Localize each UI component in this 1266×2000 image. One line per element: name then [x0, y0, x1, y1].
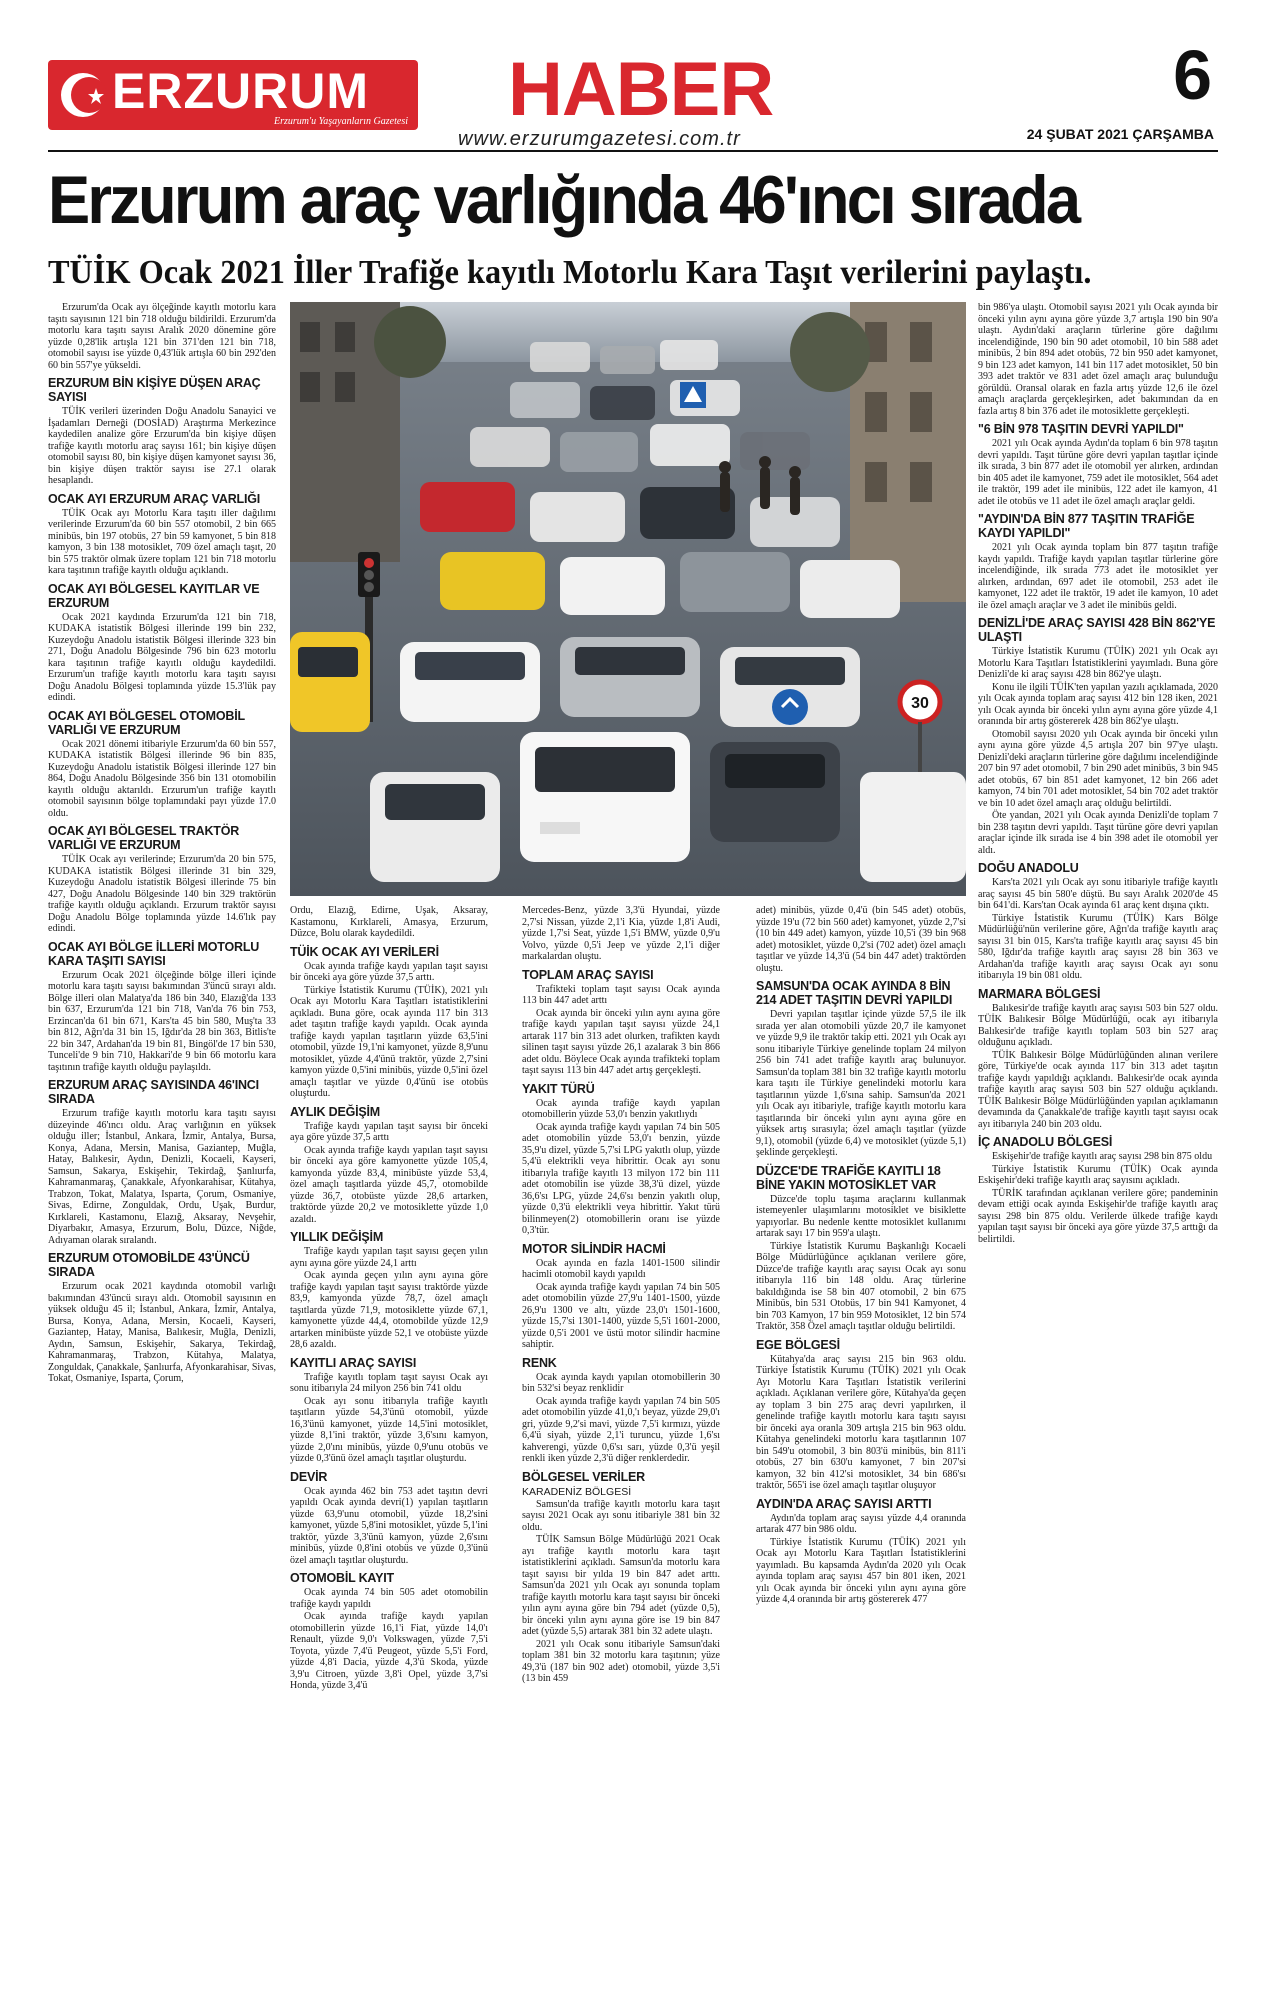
section-heading: MARMARA BÖLGESİ [978, 986, 1101, 1001]
paragraph: Ocak ayında trafiğe kaydı yapılan taşıt sayısı bir önceki aya göre yüzde 37,5 arttı. [290, 960, 488, 983]
paragraph: Ocak ayında trafiğe kaydı yapılan 74 bin 505 adet otomobilin yüzde 41,0,'ı beyaz, yüzde 29,0'ı gri, yüzde 9,2'si mavi, yüzde 7,5'i kırmızı, yüzde 6,4'ü siyah, yüzde 2,1'i turuncu, yüzde 1,6'sı kahverengi, yüzde 0,6'sı sarı, yüzde 0,3'ü yeşil renkli iken yüzde 2,3'ü diğer renklerdedir. [522, 1395, 720, 1464]
traffic-jam-image [290, 302, 966, 896]
section-heading: ERZURUM BİN KİŞİYE DÜŞEN ARAÇ SAYISI [48, 376, 261, 404]
section-heading: OCAK AYI ERZURUM ARAÇ VARLIĞI [48, 491, 261, 506]
paragraph: Kars'ta 2021 yılı Ocak ayı sonu itibariyle trafiğe kayıtlı araç sayısı 45 bin 580'e düştü. Bu sayı Aralık 2020'de 45 bin 641'di. Kars'tan Ocak ayında 61 araç kent dışına çıktı. [978, 877, 1218, 911]
section-heading: DEVİR [290, 1469, 328, 1484]
paragraph: Ocak ayında trafiğe kaydı yapılan otomobillerin yüzde 16,1'i Fiat, yüzde 14,0'ı Renault, yüzde 9,0'ı Volkswagen, yüzde 7,5'i Toyota, yüzde 7,4'ü Peugeot, yüzde 5,5'i Ford, yüzde 4,8'i Dacia, yüzde 4,3'ü Skoda, yüzde 3,9'u Citroen, yüzde 3,8'i Opel, yüzde 3,7'si Honda, yüzde 3,4'ü [290, 1611, 488, 1691]
paragraph: Ordu, Elazığ, Edirne, Uşak, Aksaray, Kastamonu, Kırklareli, Amasya, Erzurum, Düzce, Bolu olarak kaydedildi. [290, 905, 488, 939]
paragraph: Ocak ayında geçen yılın aynı ayına göre trafiğe kaydı yapılan taşıt sayısı traktörde yüzde 83,9, kamyonda yüzde 78,7, özel amaçlı taşıtlarda yüzde 71,9, motosiklette yüzde 67,1, kamyonette yüzde 44,4, otomobilde yüzde 12,9 artarken minibüste yüzde 52,1 ve otobüste yüzde 28,6 azaldı. [290, 1270, 488, 1350]
paragraph: Türkiye İstatistik Kurumu Başkanlığı Kocaeli Bölge Müdürlüğünce açıklanan verilere göre, Düzce'de trafiğe kayıtlı araç sayısı Ocak ayı sonu itibarıyla 116 bin 148 oldu. Araç türlerine bakıldığında ise 58 bin 407 otomobil, 2 bin 675 Minibüs, bin 531 Otobüs, 17 bin 941 Kamyonet, 4 bin 703 Kamyon, 17 bin 959 Motosiklet, 12 bin 574 Traktör, 358 Özel amaçlı taşıtlar olduğu belirtildi. [756, 1240, 966, 1332]
section-heading: ERZURUM ARAÇ SAYISINDA 46'INCI SIRADA [48, 1078, 259, 1106]
section-heading: OCAK AYI BÖLGESEL KAYITLAR VE ERZURUM [48, 581, 260, 610]
paragraph: 2021 yılı Ocak ayında toplam bin 877 taşıtın trafiğe kaydı yapıldı. Trafiğe kaydı yapılan taşıtlar türlerine göre incelendiğinde, ilk sırada 773 adet ile motosiklet yer alırken, ardından, 697 adet ile otomobil, 253 adet ile kamyonet, 122 adet ile traktör, 19 adet ile kamyon, 10 adet ile özel amaçlı araçlar ve 3 adet ile minibüs geldi. [978, 542, 1218, 611]
headline: Erzurum araç varlığında 46'ıncı sırada [48, 162, 1079, 238]
paragraph: Erzurum trafiğe kayıtlı motorlu kara taşıtı sayısı düzeyinde 46'ıncı oldu. Araç varlığının en yüksek olduğu iller; İstanbul, Ankara, İzmir, Antalya, Bursa, Konya, Adana, Mersin, Manisa, Gaziantep, Muğla, Hatay, Balıkesir, Aydın, Denizli, Kocaeli, Kayseri, Samsun, Sakarya, Eskişehir, Tekirdağ, Şanlıurfa, Kahramanmaraş, Çanakkale, Afyonkarahisar, Kütahya, Trabzon, Tokat, Malatya, Isparta, Çorum, Osmaniye, Sivas, Edirne, Zonguldak, Ordu, Uşak, Burdur, Kırklareli, Kastamonu, Elazığ, Aksaray, Nevşehir, Diyarbakır, Amasya, Erzurum, Bolu, Düzce, Niğde, Adıyaman olarak sıralandı. [48, 1108, 276, 1246]
paragraph: Düzce'de toplu taşıma araçlarını kullanmak istemeyenler ulaşımlarını motosiklet ve bisiklette yapıyorlar. Bu nedenle kentte motosiklet kullanımı artarak sayı 17 bin 959'a ulaştı. [756, 1193, 966, 1239]
paragraph: Ocak ayında en fazla 1401-1500 silindir hacimli otomobil kaydı yapıldı [522, 1257, 720, 1280]
article-column-2 [290, 905, 488, 1980]
paragraph: Erzurum Ocak 2021 ölçeğinde bölge illeri içinde motorlu kara taşıtı sayısı bakımından 3'üncü sırayı aldı. Bölge illeri olan Malatya'da 186 bin 340, Elazığ'da 133 bin 637, Erzurum'da 121 bin 718, Van'da 76 bin 753, Erzincan'da 61 bin 671, Kars'ta 45 bin 580, Muş'ta 33 bin 812, Ağrı'da 31 bin 15, Iğdır'da 28 bin 363, Bitlis'te 22 bin 347, Ardahan'da 19 bin 81, Bingöl'de 17 bin 530, Tunceli'de 9 bin 710, Hakkari'de 9 bin 66 motorlu kara taşıtının trafiğe kayıtlı olduğu paylaşıldı. [48, 969, 276, 1073]
section-heading: "6 BİN 978 TAŞITIN DEVRİ YAPILDI" [978, 422, 1184, 436]
section-heading: AYLIK DEĞİŞİM [290, 1104, 381, 1119]
paragraph: bin 986'ya ulaştı. Otomobil sayısı 2021 yılı Ocak ayında bir önceki yılın aynı ayına göre yüzde 3,7 artışla 190 bin 90'a ulaştı. Aydın'daki araçların türlerine göre dağılımı incelendiğinde, 190 bin 90 adet otomobil, 10 bin 588 adet minibüs, 2 bin 894 adet otobüs, 72 bin 950 adet kamyonet, 9 bin 123 adet kamyon, 141 bin 117 adet motosiklet, 50 bin 393 adet traktör ve 831 adet özel amaçlı araç bulunduğu görüldü. Oransal olarak en fazla artış yüzde 12,6 ile özel amaçlı araçlarda gerçekleşirken, adet bakımından da en fazla artış 8 bin 376 adet ile motosiklette gerçekleşti. [978, 302, 1218, 417]
paragraph: Mercedes-Benz, yüzde 3,3'ü Hyundai, yüzde 2,7'si Nissan, yüzde 2,1'i Kia, yüzde 1,8'i Audi, yüzde 1,7'si Seat, yüzde 1,5'i BMW, yüzde 0,9'u Volvo, yüzde 0,5'i Jeep ve yüzde 2,1'i diğer markalardan oluştu. [522, 905, 720, 962]
paragraph: Ocak ayında bir önceki yılın aynı ayına göre trafiğe kaydı yapılan taşıt sayısı yüzde 24,1 artarak 117 bin 313 adet olurken, trafikten kaydı silinen taşıt sayısı yüzde 26,1 azalarak 3 bin 866 adet oldu. Böylece Ocak ayında trafikteki toplam taşıt sayısı 113 bin 447 adet artış gerçekleşti. [522, 1007, 720, 1076]
paragraph: Samsun'da trafiğe kayıtlı motorlu kara taşıt sayısı 2021 Ocak ayı sonu itibariyle 381 bin 32 oldu. [522, 1498, 720, 1533]
paragraph: TÜİK verileri üzerinden Doğu Anadolu Sanayici ve İşadamları Derneği (DOSİAD) Araştırma Merkezince kaydedilen analize göre Erzurum'da bin kişiye düşen trafiğe kayıtlı motorlu araç sayısı 161; bin kişiye düşen otomobil sayısı 80, bin kişiye düşen kamyonet sayısı 36, bin kişiye düşen traktör sayısı ise 27.1 olarak hesaplandı. [48, 406, 276, 486]
paragraph: Ocak ayı sonu itibarıyla trafiğe kayıtlı taşıtların yüzde 54,3'ünü otomobil, yüzde 16,3'ünü kamyonet, yüzde 14,5'ini motosiklet, yüzde 8,1'ini traktör, yüzde 3,6'sını kamyon, yüzde 2,0'ını minibüs, yüzde 0,9'unu otobüs ve yüzde 0,3'ünü özel amaçlı taşıtlar oluşturdu. [290, 1395, 488, 1464]
paragraph: Ocak ayında 74 bin 505 adet otomobilin trafiğe kaydı yapıldı [290, 1587, 488, 1610]
paragraph: Öte yandan, 2021 yılı Ocak ayında Denizli'de toplam 7 bin 238 taşıtın devri yapıldı. Taşıt türüne göre devri yapılan araçlar içinde ilk sırada ise 4 bin 398 adet ile otomobil yer aldı. [978, 810, 1218, 856]
section-heading: OCAK AYI BÖLGE İLLERİ MOTORLU KARA TAŞITI SAYISI [48, 939, 260, 968]
subheadline: TÜİK Ocak 2021 İller Trafiğe kayıtlı Motorlu Kara Taşıt verilerini paylaştı. [48, 254, 1092, 291]
paragraph: Türkiye İstatistik Kurumu (TÜİK) Ocak ayında Eskişehir'deki trafiğe kayıtlı araç sayısını açıkladı. [978, 1163, 1218, 1186]
paragraph: Ocak ayında trafiğe kaydı yapılan taşıt sayısı bir önceki aya göre kamyonette yüzde 105,4, kamyonda yüzde 83,4, minibüste yüzde 53,4, özel amaçlı taşıtlarda yüzde 45,7, otomobilde yüzde 36,7, otobüste yüzde 28,6 artarken, traktörde yüzde 20,2 ve motosiklette yüzde 1,0 azaldı. [290, 1144, 488, 1225]
issue-date: 24 ŞUBAT 2021 ÇARŞAMBA [1026, 126, 1214, 142]
paragraph: Trafikteki toplam taşıt sayısı Ocak ayında 113 bin 447 adet arttı [522, 983, 720, 1006]
article-column-1 [48, 302, 276, 1982]
logo-wordmark: ERZURUM [112, 63, 369, 119]
paragraph: adet) minibüs, yüzde 0,4'ü (bin 545 adet) otobüs, yüzde 19'u (72 bin 560 adet) kamyonet, yüzde 2,7'si (10 bin 449 adet) kamyon, yüzde 10,5'i (39 bin 968 adet) motosiklet, yüzde 0,2'si (702 adet) özel amaçlı taşıtlar ve yüzde 14,3'ü (54 bin 447 adet) traktörden oluştu. [756, 905, 966, 974]
header-divider [48, 150, 1218, 152]
paragraph: Eskişehir'de trafiğe kayıtlı araç sayısı 298 bin 875 oldu [992, 1151, 1213, 1162]
section-heading: AYDIN'DA ARAÇ SAYISI ARTTI [756, 1496, 932, 1511]
section-heading: ERZURUM OTOMOBİLDE 43'ÜNCÜ SIRADA [48, 1251, 250, 1279]
paragraph: Trafiğe kaydı yapılan taşıt sayısı geçen yılın aynı ayına göre yüzde 24,1 arttı [290, 1246, 488, 1269]
paragraph: Devri yapılan taşıtlar içinde yüzde 57,5 ile ilk sırada yer alan otomobili yüzde 20,7 ile kamyonet ve yüzde 9,9 ile traktör takip etti. 2021 yılı Ocak ayı sonu itibariyle Türkiye genelinde toplam 24 milyon 256 bin 741 adet trafiğe kayıtlı araç bulunuyor. Samsun'da toplam 381 bin 32 trafiğe kayıtlı motorlu kara taşıtı ile Türkiye genelindeki motorlu kara taşıtlarının yüzde 1,6'sına sahip. Samsun'da 2021 yılı Ocak ayı itibariyle, trafiğe kayıtlı motorlu kara taşıtlarında bir önceki yılın aynı ayına göre en yüksek artış sırasıyla; özel amaçlı taşıtlar (yüzde 9,1), otomobil (yüzde 6,4) ve motosiklet (yüzde 5,1) şeklinde gerçekleşti. [756, 1009, 966, 1158]
paragraph: Otomobil sayısı 2020 yılı Ocak ayında bir önceki yılın aynı ayına göre yüzde 4,5 artışla 207 bin 97'ye ulaştı. Denizli'deki araçların türlerine göre dağılımı incelendiğinde 207 bin 97 adet otomobil, 7 bin 290 adet minibüs, 3 bin 945 adet otobüs, 67 bin 851 adet kamyonet, 12 bin 266 adet kamyon, 74 bin 701 adet motosiklet, 54 bin 702 adet traktör ve bin 10 adet özel amaçlı araç olduğu belirtildi. [978, 728, 1218, 809]
masthead [48, 36, 1218, 150]
lead-paragraph: Erzurum'da Ocak ayı ölçeğinde kayıtlı motorlu kara taşıtı sayısının 121 bin 718 olduğu bildirildi. Erzurum'da motorlu kara taşıtı sayısı Aralık 2020 dönemine göre yüzde 0,28'lik artışla 121 bin 371'den 121 bin 718, otomobil sayısı ise yüzde 0,43'lük artışla 60 bin 292'den 60 bin 557'ye yükseldi. [48, 302, 276, 371]
paragraph: TÜİK Samsun Bölge Müdürlüğü 2021 Ocak ayı trafiğe kayıtlı motorlu kara taşıt istatistiklerini açıkladı. Samsun'da motorlu kara taşıt sayısı bir yılda 19 bin 847 adet arttı. Samsun'da 2021 yılı Ocak ayı sonunda toplam trafiğe kayıtlı motorlu kara taşıt sayısı bir önceki yılın aynı ayına göre bin 794 adet (yüzde 0,5), bir önceki yılın aynı ayına göre ise 19 bin 847 adet (yüzde 5,5) artarak 381 bin 32 adete ulaştı. [522, 1534, 720, 1637]
section-heading: EGE BÖLGESİ [756, 1337, 840, 1352]
paragraph: Trafiğe kayıtlı toplam taşıt sayısı Ocak ayı sonu itibarıyla 24 milyon 256 bin 741 oldu [290, 1371, 488, 1394]
paragraph: Kütahya'da araç sayısı 215 bin 963 oldu. Türkiye İstatistik Kurumu (TÜİK) 2021 yılı Ocak Ayı Motorlu Kara Taşıtları İstatistik verilerini açıkladı. Açıklanan verilere göre, Kütahya'da geçen ay toplam 3 bin 275 araç devri yapılırken, il genelinde trafiğe kayıtlı motorlu kara taşıtı sayısı bir önceki aya oranla 309 artışla 215 bin 963 oldu. Kütahya genelindeki motorlu kara taşıtlarının 107 bin 549'u otomobil, 3 bin 803'ü minibüs, bin 811'i otobüs, 27 bin 630'u kamyonet, 7 bin 207'si kamyon, 32 bin 412'si motosiklet, 34 bin 686'sı traktör, 565'i ise özel amaçlı taşıtlar oluşuyor [756, 1353, 966, 1491]
site-url[interactable]: www.erzurumgazetesi.com.tr [458, 128, 741, 150]
section-heading: KAYITLI ARAÇ SAYISI [290, 1355, 417, 1370]
subsection-heading: KARADENİZ BÖLGESİ [522, 1485, 632, 1498]
paragraph: TÜİK Ocak ayı Motorlu Kara taşıtı iller dağılımı verilerinde Erzurum'da 60 bin 557 otomobil, 2 bin 665 minibüs, bin 197 otobüs, 27 bin 59 kamyonet, 5 bin 818 kamyon, 3 bin 138 motosiklet, 709 özel amaçlı taşıt, 20 bin 575 traktör olmak üzere toplam 121 bin 718 motorlu kara taşıtının trafiğe kayıtlı olduğu açıklandı. [48, 507, 276, 576]
paragraph: Ocak 2021 dönemi itibariyle Erzurum'da 60 bin 557, KUDAKA istatistik Bölgesi illerinde 96 bin 835, Kuzeydoğu Anadolu istatistik Bölgesi illerinde 127 bin 864, Doğu Anadolu Bölgesinde 356 bin 131 otomobilin kayıtlı olduğu aktarıldı. Erzurum'un trafiğe kayıtlı otomobil sayısının bölge toplamındaki payı yüzde 17.0 oldu. [48, 738, 276, 819]
section-heading: OTOMOBİL KAYIT [290, 1571, 394, 1585]
paragraph: Trafiğe kaydı yapılan taşıt sayısı bir önceki aya göre yüzde 37,5 arttı [290, 1120, 488, 1143]
paragraph: 2021 yılı Ocak sonu itibariyle Samsun'daki toplam 381 bin 32 motorlu kara taşıtının; yüze 49,3'ü (187 bin 902 adet) otomobil, yüzde 3,5'i (13 bin 459 [522, 1638, 720, 1684]
paragraph: TÜİK Balıkesir Bölge Müdürlüğünden alınan verilere göre, Türkiye'de ocak ayında 117 bin 313 adet taşıtın trafiğe kaydı yapıldığı açıklandı. Balıkesir'de ocak ayında trafiğe kayıtlı araç sayısı 503 bin 527 olduğu açıklandı. TÜİK Balıkesir Bölge Müdürlüğünden yapılan açıklamanın devamında da Çanakkale'de trafiğe kayıtlı taşıt sayısı ocak ayı itibarıyla 240 bin 203 oldu. [978, 1049, 1218, 1130]
article-column-4 [756, 905, 966, 1980]
paragraph: Türkiye İstatistik Kurumu (TÜİK) 2021 yılı Ocak ayı Motorlu Kara Taşıtları İstatistiklerini yayımladı. Buna göre Denizli'de ki araç sayısı 428 bin 862'ye ulaştı. [978, 646, 1218, 680]
paragraph: 2021 yılı Ocak ayında Aydın'da toplam 6 bin 978 taşıtın devri yapıldı. Taşıt türüne göre devri yapılan taşıtlar içinde ilk sırada, 3 bin 877 adet ile otomobil yer alırken, ardından bin 405 adet ile kamyonet, 759 adet ile motosiklet, 564 adet ile traktör, 199 adet ile minibüs, 122 adet ile kamyon, 41 adet ile otobüs ve 11 adet ile özel amaçlı araçlar geldi. [978, 438, 1218, 507]
section-heading: DENİZLİ'DE ARAÇ SAYISI 428 BİN 862'YE ULAŞTI [978, 616, 1216, 644]
section-heading: BÖLGESEL VERİLER [522, 1469, 645, 1484]
traffic-photo [290, 302, 966, 896]
section-heading: DÜZCE'DE TRAFİĞE KAYITLI 18 BİNE YAKIN MOTOSİKLET VAR [756, 1163, 941, 1192]
article-column-5 [978, 302, 1218, 1982]
paragraph: Aydın'da toplam araç sayısı yüzde 4,4 oranında artarak 477 bin 986 oldu. [756, 1512, 966, 1535]
section-heading: "AYDIN'DA BİN 877 TAŞITIN TRAFİĞE KAYDI YAPILDI" [978, 512, 1195, 540]
paragraph: Ocak ayında trafiğe kaydı yapılan 74 bin 505 adet otomobilin yüzde 27,9'u 1401-1500, yüzde 26,9'u 1300 ve altı, yüzde 23,0'ı 1501-1600, yüzde 15,7'si 1301-1400, yüzde 5,5'i 1601-2000, yüzde 0,5'i 2001 ve üstü motor silindir hacmine sahiptir. [522, 1281, 720, 1350]
paragraph: Ocak ayında trafiğe kaydı yapılan otomobillerin yüzde 53,0'ı benzin yakıtlıydı [522, 1097, 720, 1120]
paragraph: Ocak ayında trafiğe kaydı yapılan 74 bin 505 adet otomobilin yüzde 53,0'ı benzin, yüzde 35,9'u dizel, yüzde 5,7'si LPG yakıtlı olup, yüzde 5,4'ü elektrikli veya hibrittir. Ocak ayı sonu itibarıyla trafiğe kayıtlı 13 milyon 172 bin 111 adet otomobilin ise yüzde 38,3'ü dizel, yüzde 36,6'sı LPG, yüzde 24,6'sı benzin yakıtlı olup, yüzde 0,3'ü elektrikli veya hibrittir. Yakıt türü bilinmeyen(2) otomobillerin oranı ise yüzde 0,3'tür. [522, 1121, 720, 1236]
paragraph: Balıkesir'de trafiğe kayıtlı araç sayısı 503 bin 527 oldu. TÜİK Balıkesir Bölge Müdürlüğü, ocak ayı itibarıyla Balıkesir'de trafiğe kayıtlı toplam 503 bin 527 araç olduğunu açıkladı. [978, 1002, 1218, 1048]
paragraph: Ocak ayında 462 bin 753 adet taşıtın devri yapıldı Ocak ayında devri(1) yapılan taşıtların yüzde 63,9'unu otomobil, yüzde 18,2'sini kamyonet, yüzde 5,8'ini motosiklet, yüzde 5,1'ini traktör, yüzde 3,3'ünü kamyon, yüzde 2,6'sını minibüs, yüzde 0,8'ini otobüs ve yüzde 0,3'ünü özel amaçlı taşıtlar oluşturdu. [290, 1485, 488, 1566]
paragraph: Türkiye İstatistik Kurumu (TÜİK) 2021 yılı Ocak ayı Motorlu Kara Taşıtları İstatistiklerini yayımladı. Bu kapsamda Aydın'da 2020 yılı Ocak ayında toplam araç sayısı 457 bin 801 iken, 2021 yılı Ocak ayında bir önceki yılın aynı ayına göre yüzde 4,4 oranında bir artış göstererek 477 [756, 1536, 966, 1605]
section-heading: İÇ ANADOLU BÖLGESİ [978, 1135, 1113, 1149]
section-heading: MOTOR SİLİNDİR HACMİ [522, 1241, 666, 1256]
paragraph: TÜRİK tarafından açıklanan verilere göre; pandeminin devam ettiği ocak ayında Eskişehir'de trafiğe kayıtlı araç sayısı 298 bin 875 oldu. Verilerde ülkede trafiğe kaydı yapılan taşıt sayısı bir önceki aya göre yüzde 37,5 arttığı da belirtildi. [978, 1187, 1218, 1245]
section-heading: OCAK AYI BÖLGESEL OTOMOBİL VARLIĞI VE ERZURUM [48, 708, 245, 737]
article-column-3 [522, 905, 720, 1980]
paragraph: Türkiye İstatistik Kurumu (TÜİK) Kars Bölge Müdürlüğü'nün verilerine göre, Ağrı'da trafiğe kayıtlı araç sayısı 31 bin 015, Kars'ta trafiğe kayıtlı araç sayısı 45 bin 580, Iğdır'da trafiğe kayıtlı araç sayısı 28 bin 363 ve Ardahan'da trafiğe kayıtlı araç sayısı Ocak ayı sonu itibarıyla 19 bin 081 oldu. [978, 912, 1218, 981]
paragraph: Türkiye İstatistik Kurumu (TÜİK), 2021 yılı Ocak ayı Motorlu Kara Taşıtları istatistiklerini açıkladı. Buna göre, ocak ayında 117 bin 313 adet taşıtın trafiğe kaydı yapıldı. Ocak ayında trafiğe kaydı yapılan taşıtların yüzde 63,5'ini otomobil, yüzde 19,1'ni kamyonet, yüzde 8,9'unu motosiklet, yüzde 4,4'ünü traktör, yüzde 2,7'sini kamyon yüzde 0,5'ini minibüs, yüzde 0,5'ini özel amaçlı taşıtlar ve yüzde 0,4'ünü ise otobüs oluşturdu. [290, 984, 488, 1099]
paragraph: Ocak ayında kaydı yapılan otomobillerin 30 bin 532'si beyaz renklidir [522, 1371, 720, 1394]
section-heading: TÜİK OCAK AYI VERİLERİ [290, 944, 439, 959]
paragraph: Ocak 2021 kaydında Erzurum'da 121 bin 718, KUDAKA istatistik Bölgesi illerinde 199 bin 232, Kuzeydoğu Anadolu istatistik Bölgesi illerinde 323 bin 271, Doğu Anadolu Bölgesinde 796 bin 623 motorlu kara taşıtının trafiğe kayıtlı olduğu kaydedildi. Erzurum'un trafiğe kayıtlı motorlu kara taşıtı sayısı Doğu Anadolu Bölgesi toplamında yüzde 15.3'lük pay edindi. [48, 611, 276, 703]
speed-limit-sign: 30 [911, 695, 929, 712]
section-heading: RENK [522, 1355, 557, 1370]
section-heading: YILLIK DEĞİŞİM [290, 1230, 384, 1244]
page-number: 6 [1173, 36, 1212, 114]
newspaper-logo[interactable] [48, 60, 418, 130]
section-heading: DOĞU ANADOLU [978, 861, 1079, 875]
section-title: HABER [508, 47, 774, 132]
logo-tagline: Erzurum'u Yaşayanların Gazetesi [273, 116, 408, 127]
paragraph: Erzurum ocak 2021 kaydında otomobil varlığı bakımından 43'üncü sırayı aldı. Otomobil sayısının en yüksek olduğu 45 il; İstanbul, Ankara, İzmir, Antalya, Bursa, Konya, Adana, Mersin, Kocaeli, Kayseri, Gaziantep, Hatay, Manisa, Balıkesir, Muğla, Denizli, Aydın, Samsun, Eskişehir, Sakarya, Tekirdağ, Kahramanmaraş, Trabzon, Kütahya, Malatya, Zonguldak, Çanakkale, Şanlıurfa, Afyonkarahisar, Sivas, Tokat, Osmaniye, Isparta, Çorum, [48, 1281, 276, 1384]
section-heading: SAMSUN'DA OCAK AYINDA 8 BİN 214 ADET TAŞITIN DEVRİ YAPILDI [756, 979, 953, 1007]
section-heading: YAKIT TÜRÜ [522, 1081, 595, 1096]
section-heading: OCAK AYI BÖLGESEL TRAKTÖR VARLIĞI VE ERZURUM [48, 824, 240, 852]
crescent-star-icon [56, 68, 110, 122]
paragraph: Konu ile ilgili TÜİK'ten yapılan yazılı açıklamada, 2020 yılı Ocak ayında toplam araç sayısı 412 bin 128 iken, 2021 yılı Ocak ayında bir önceki yılın aynı ayına göre yüzde 4,1 oranında bir artış göstererek 428 bin 862'ye ulaştı. [978, 681, 1218, 727]
section-heading: TOPLAM ARAÇ SAYISI [522, 967, 654, 982]
paragraph: TÜİK Ocak ayı verilerinde; Erzurum'da 20 bin 575, KUDAKA istatistik Bölgesi illerinde 31 bin 329, Kuzeydoğu Anadolu istatistik Bölgesi illerinde 75 bin 427, Doğu Anadolu Bölgesinde 140 bin 329 traktörün trafiğe kayıtlı olduğu açıklandı. Erzurum traktör sayısı Doğu Anadolu Bölge toplamında yüzde 14.6'lık pay edindi. [48, 854, 276, 934]
